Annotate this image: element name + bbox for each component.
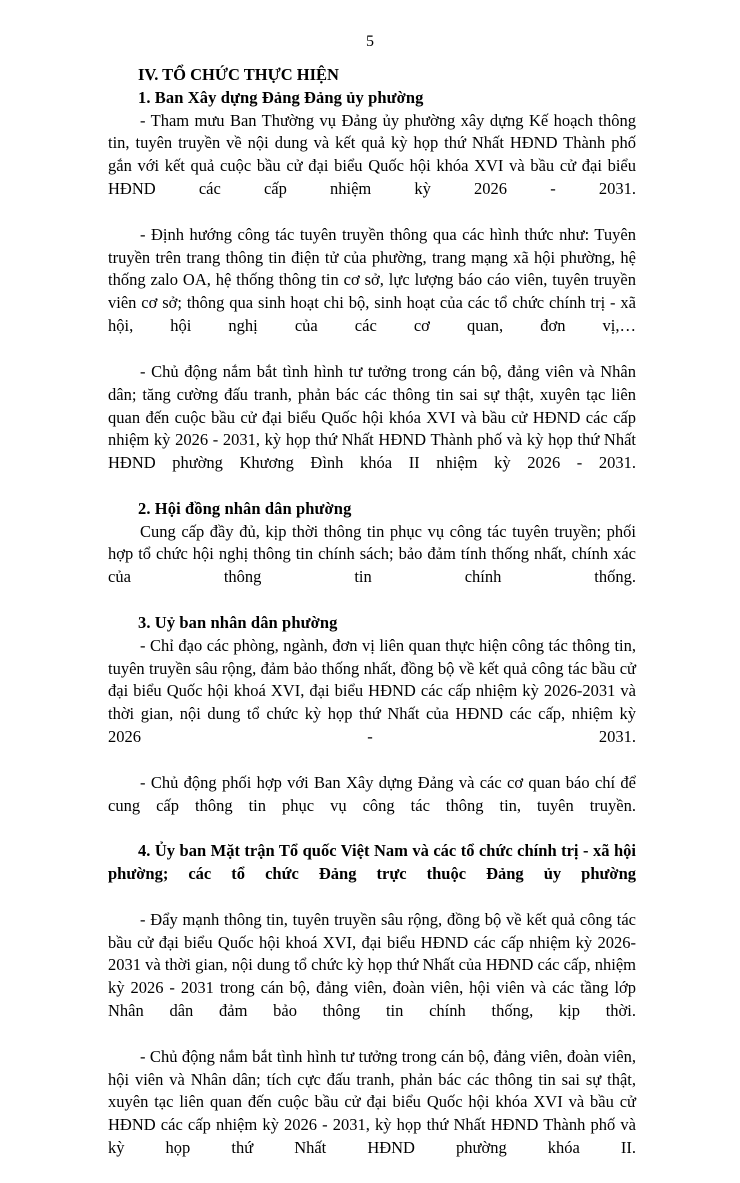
paragraph-1: - Tham mưu Ban Thường vụ Đảng ủy phường xây dựng Kế hoạch thông tin, tuyên truyền về nội dung và kết quả kỳ họp thứ Nhất HĐND Thành phố gắn với kết quả cuộc bầu cử đại biểu Quốc hội khóa XVI và bầu cử đại biểu HĐND các cấp nhiệm kỳ 2026 - 2031. <box>108 110 636 199</box>
subsection-heading-4: 4. Ủy ban Mặt trận Tổ quốc Việt Nam và các tổ chức chính trị - xã hội phường; các tổ chức Đảng trực thuộc Đảng ủy phường <box>108 841 636 884</box>
document-body <box>108 64 636 1183</box>
paragraph-6: - Chủ động phối hợp với Ban Xây dựng Đảng và các cơ quan báo chí để cung cấp thông tin phục vụ công tác thông tin, tuyên truyền. <box>108 772 636 815</box>
paragraph-2: - Định hướng công tác tuyên truyền thông qua các hình thức như: Tuyên truyền trên trang thông tin điện tử của phường, trang mạng xã hội phường, hệ thống zalo OA, hệ thống thông tin cơ sở, lực lượng báo cáo viên, tuyên truyền viên cơ sở; thông qua sinh hoạt chi bộ, sinh hoạt của các tổ chức chính trị - xã hội, hội nghị của các cơ quan, đơn vị,… <box>108 224 636 336</box>
section-heading-iv: IV. TỔ CHỨC THỰC HIỆN <box>138 65 339 84</box>
paragraph-3: - Chủ động nắm bắt tình hình tư tưởng trong cán bộ, đảng viên và Nhân dân; tăng cường đấu tranh, phản bác các thông tin sai sự thật, xuyên tạc liên quan đến cuộc bầu cử đại biểu Quốc hội khóa XVI và bầu cử HĐND các cấp nhiệm kỳ 2026 - 2031, kỳ họp thứ Nhất HĐND Thành phố và kỳ họp thứ Nhất HĐND phường Khương Đình khóa II nhiệm kỳ 2026 - 2031. <box>108 361 636 473</box>
subsection-heading-1: 1. Ban Xây dựng Đảng Đảng ủy phường <box>138 87 424 107</box>
paragraph-8: - Chủ động nắm bắt tình hình tư tưởng trong cán bộ, đảng viên, đoàn viên, hội viên và Nhân dân; tích cực đấu tranh, phản bác các thông tin sai sự thật, xuyên tạc liên quan đến cuộc bầu cử đại biểu Quốc hội khóa XVI và bầu cử HĐND các cấp nhiệm kỳ 2026 - 2031, kỳ họp thứ Nhất HĐND Thành phố và kỳ họp thứ Nhất HĐND phường khóa II. <box>108 1046 636 1158</box>
paragraph-5: - Chỉ đạo các phòng, ngành, đơn vị liên quan thực hiện công tác thông tin, tuyên truyền sâu rộng, đảm bảo thống nhất, đồng bộ về kết quả công tác bầu cử đại biểu Quốc hội khoá XVI, đại biểu HĐND các cấp nhiệm kỳ 2026-2031 và thời gian, nội dung tổ chức kỳ họp thứ Nhất của HĐND các cấp, nhiệm kỳ 2026 - 2031. <box>108 635 636 747</box>
paragraph-7: - Đẩy mạnh thông tin, tuyên truyền sâu rộng, đồng bộ về kết quả công tác bầu cử đại biểu Quốc hội khoá XVI, đại biểu HĐND các cấp nhiệm kỳ 2026-2031 và thời gian, nội dung tổ chức kỳ họp thứ Nhất của HĐND các cấp, nhiệm kỳ 2026 - 2031 trong cán bộ, đảng viên, đoàn viên, hội viên và các tầng lớp Nhân dân đảm bảo thông tin chính thống, kịp thời. <box>108 909 636 1021</box>
page-number: 5 <box>366 33 374 50</box>
paragraph-4: Cung cấp đầy đủ, kịp thời thông tin phục vụ công tác tuyên truyền; phối hợp tổ chức hội nghị thông tin chính sách; bảo đảm tính thống nhất, chính xác của thông tin chính thống. <box>108 521 636 587</box>
subsection-heading-2: 2. Hội đồng nhân dân phường <box>138 498 352 518</box>
subsection-heading-3: 3. Uỷ ban nhân dân phường <box>138 613 338 633</box>
